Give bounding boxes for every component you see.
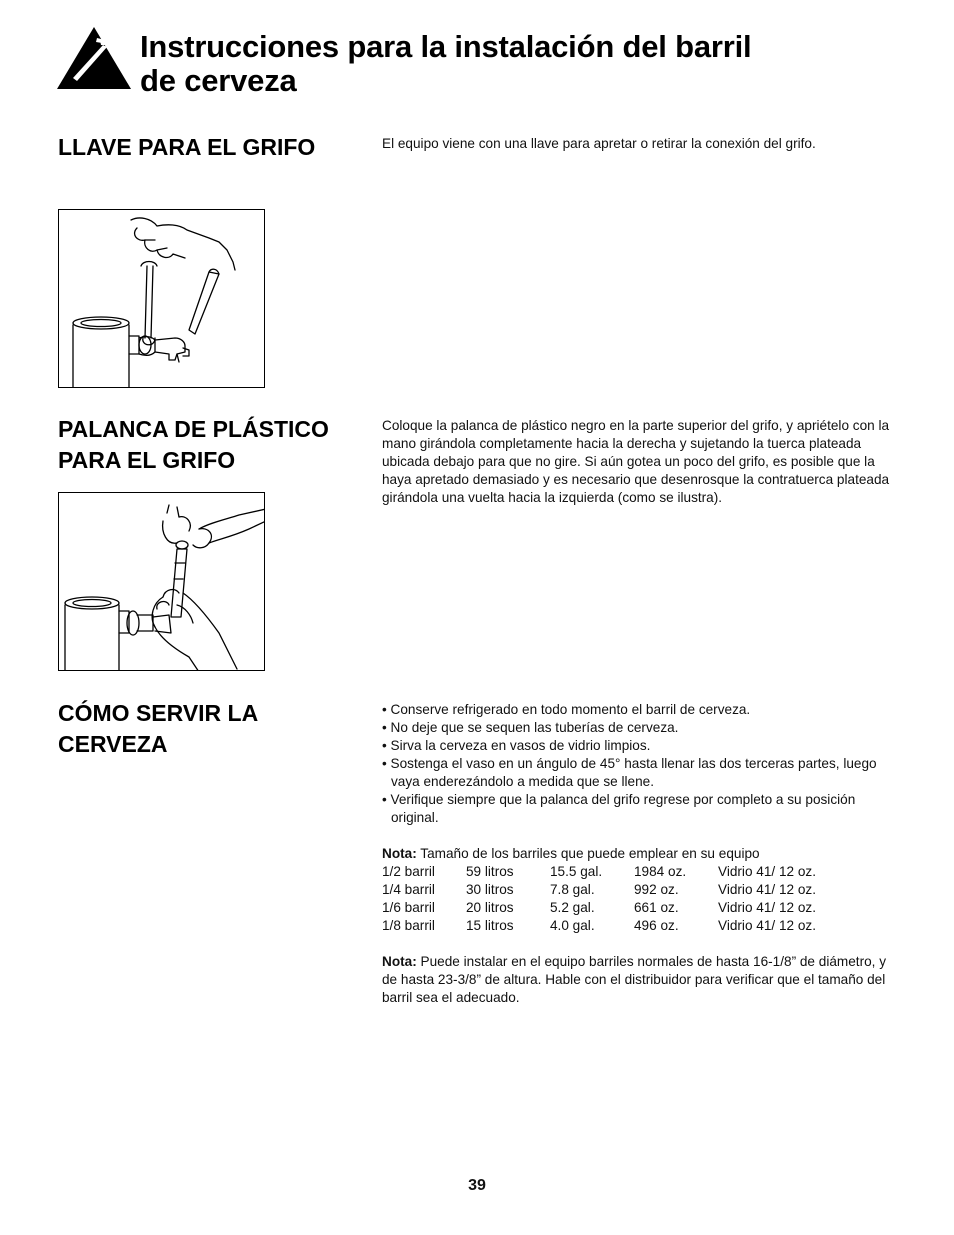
list-item: • Sirva la cerveza en vasos de vidrio limpios. — [382, 738, 651, 753]
table-row — [382, 917, 816, 935]
serving-tips-list — [382, 701, 900, 827]
table-cell: 20 litros — [466, 900, 514, 915]
table-cell: 1984 oz. — [634, 864, 687, 879]
section-heading-serving-line1: CÓMO SERVIR LA — [58, 700, 259, 726]
table-cell: 7.8 gal. — [550, 882, 595, 897]
table-cell: Vidrio 41/ 12 oz. — [718, 882, 816, 897]
page-title — [140, 30, 751, 98]
table-cell: 661 oz. — [634, 900, 679, 915]
table-cell: 992 oz. — [634, 882, 679, 897]
table-cell: 15.5 gal. — [550, 864, 603, 879]
table-cell: Vidrio 41/ 12 oz. — [718, 900, 816, 915]
keg-dimensions-note — [382, 953, 900, 1007]
table-cell: 15 litros — [466, 918, 514, 933]
page-title-line2: de cerveza — [140, 63, 297, 98]
lever-description: Coloque la palanca de plástico negro en la parte superior del grifo, y apriételo con la mano girándola completamente hacia la derecha y sujetando la tuerca plateada ubicada debajo para que no gire. Si aún gotea un poco del grifo, es posible que la haya apretado demasiado y es necesario que desenrosque la contratuerca plateada girándola una vuelta hacia la izquierda (como se ilustra). — [382, 418, 890, 505]
section-heading-lever — [58, 414, 329, 476]
keg-size-note — [382, 845, 900, 863]
section-heading-lever-line2: PARA EL GRIFO — [58, 447, 236, 473]
section-heading-lever-line1: PALANCA DE PLÁSTICO — [58, 416, 329, 442]
table-cell: 59 litros — [466, 864, 514, 879]
table-row — [382, 899, 816, 917]
note-label: Nota: — [382, 954, 417, 969]
list-item: • Sostenga el vaso en un ángulo de 45° hasta llenar las dos terceras partes, luego vaya enderezándolo a medida que se llene. — [382, 756, 877, 789]
table-cell: 1/8 barril — [382, 918, 435, 933]
table-row — [382, 863, 816, 881]
hand-with-wrench-on-faucet-illustration — [58, 209, 265, 388]
hands-tightening-tap-handle-illustration — [58, 492, 265, 671]
list-item: • Verifique siempre que la palanca del grifo regrese por completo a su posición original. — [382, 792, 856, 825]
table-cell: 30 litros — [466, 882, 514, 897]
page-title-line1: Instrucciones para la instalación del barril — [140, 29, 752, 64]
section-heading-serving — [58, 698, 258, 760]
note-text: Tamaño de los barriles que puede emplear en su equipo — [416, 846, 760, 861]
table-cell: 496 oz. — [634, 918, 679, 933]
table-cell: 5.2 gal. — [550, 900, 595, 915]
keg-size-table — [382, 863, 816, 935]
note-text: Puede instalar en el equipo barriles normales de hasta 16-1/8” de diámetro, y de hasta 23-3/8” de altura. Hable con el distribuidor para verificar que el tamaño del barril sea el adecuado. — [382, 954, 887, 1005]
table-cell: Vidrio 41/ 12 oz. — [718, 864, 816, 879]
list-item: • Conserve refrigerado en todo momento el barril de cerveza. — [382, 702, 751, 717]
section-heading-wrench-text: LLAVE PARA EL GRIFO — [58, 134, 316, 160]
table-cell: 1/6 barril — [382, 900, 435, 915]
table-cell: 4.0 gal. — [550, 918, 595, 933]
section-heading-serving-line2: CERVEZA — [58, 731, 168, 757]
table-cell: 1/4 barril — [382, 882, 435, 897]
section-heading-wrench — [58, 132, 315, 163]
table-cell: 1/2 barril — [382, 864, 435, 879]
serving-content — [382, 701, 900, 1007]
list-item: • No deje que se sequen las tuberías de cerveza. — [382, 720, 679, 735]
hammer-warning-triangle-icon — [56, 26, 132, 90]
table-row — [382, 881, 816, 899]
table-cell: Vidrio 41/ 12 oz. — [718, 918, 816, 933]
note-label: Nota: — [382, 846, 417, 861]
wrench-description: El equipo viene con una llave para apretar o retirar la conexión del grifo. — [382, 136, 816, 151]
page-number: 39 — [468, 1177, 486, 1194]
